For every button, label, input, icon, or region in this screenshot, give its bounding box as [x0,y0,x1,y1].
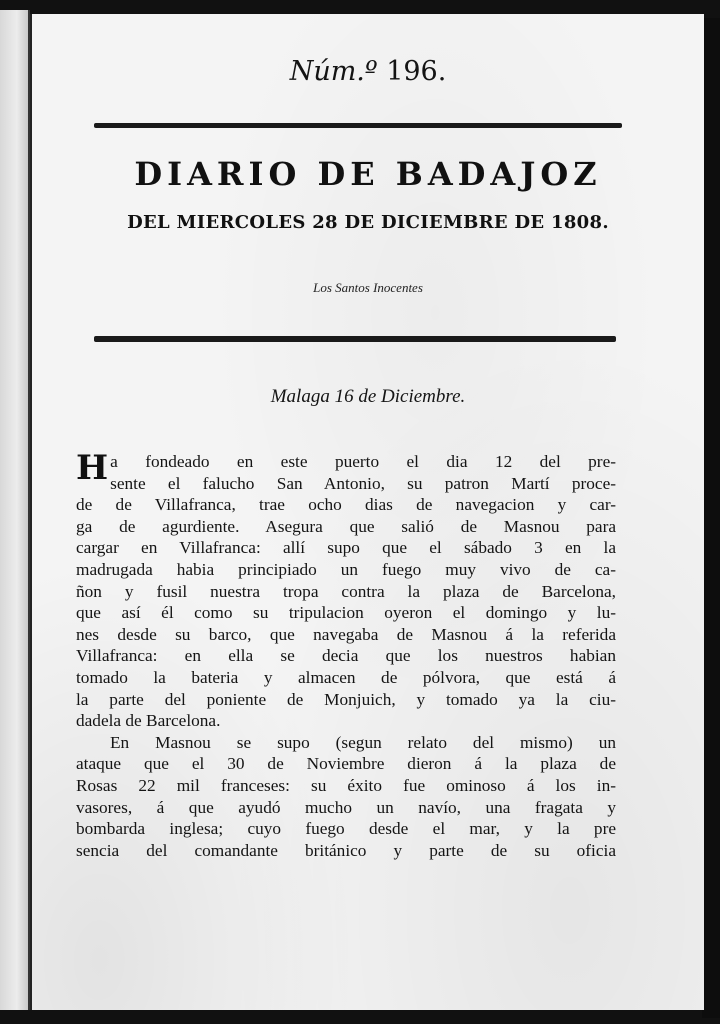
text-line: tomado la bateria y almacen de pólvora, que está á [76,667,616,687]
text-line: a fondeado en este puerto el dia 12 del pre- [110,452,616,471]
text-line: ga de agurdiente. Asegura que salió de Masnou para [76,516,616,536]
text-line: sencia del comandante británico y parte de su oficia [76,840,616,860]
text-line: vasores, á que ayudó mucho un navío, una fragata y [76,797,616,817]
issue-number-value: 196. [386,56,447,87]
text-line: bombarda inglesa; cuyo fuego desde el mar, y la pre [76,819,616,839]
issue-number-label: Núm.º [289,56,378,87]
top-rule [94,123,622,128]
text-line: cargar en Villafranca: allí supo que el sábado 3 en la [76,538,616,558]
text-line: nes desde su barco, que navegaba de Masnou á la referida [76,624,616,644]
saint-of-day: Los Santos Inocentes [313,280,423,295]
issue-number [32,56,704,87]
text-line: madrugada habia principiado un fuego muy vivo de ca- [76,559,616,579]
text-line: dadela de Barcelona. [76,711,221,731]
previous-page-edge [0,10,30,1010]
newspaper-title: DIARIO DE BADAJOZ [134,155,602,193]
newspaper-page [30,14,704,1010]
text-line: Villafranca: en ella se decia que los nuestros habian [76,646,616,666]
text-line: ñon y fusil nuestra tropa contra la plaza de Barcelona, [76,581,616,601]
text-line: ataque que el 30 de Noviembre dieron á la plaza de [76,754,616,774]
middle-rule [94,336,616,342]
text-line: sente el falucho San Antonio, su patron Martí proce- [110,473,616,493]
right-shadow-edge [702,18,720,1018]
text-line: que así él como su tripulacion oyeron el domingo y lu- [76,603,616,623]
text-line: En Masnou se supo (segun relato del mismo) un [110,732,616,752]
text-line: Rosas 22 mil franceses: su éxito fue ominoso á los in- [76,775,616,795]
text-line: la parte del poniente de Monjuich, y tomado ya la ciu- [76,689,616,709]
text-line: de de Villafranca, trae ocho dias de navegacion y car- [76,495,616,515]
article-dateline: Malaga 16 de Diciembre. [270,386,466,407]
article-body [76,448,616,861]
issue-date: DEL MIERCOLES 28 DE DICIEMBRE DE 1808. [127,212,609,233]
drop-cap: H [76,448,109,488]
